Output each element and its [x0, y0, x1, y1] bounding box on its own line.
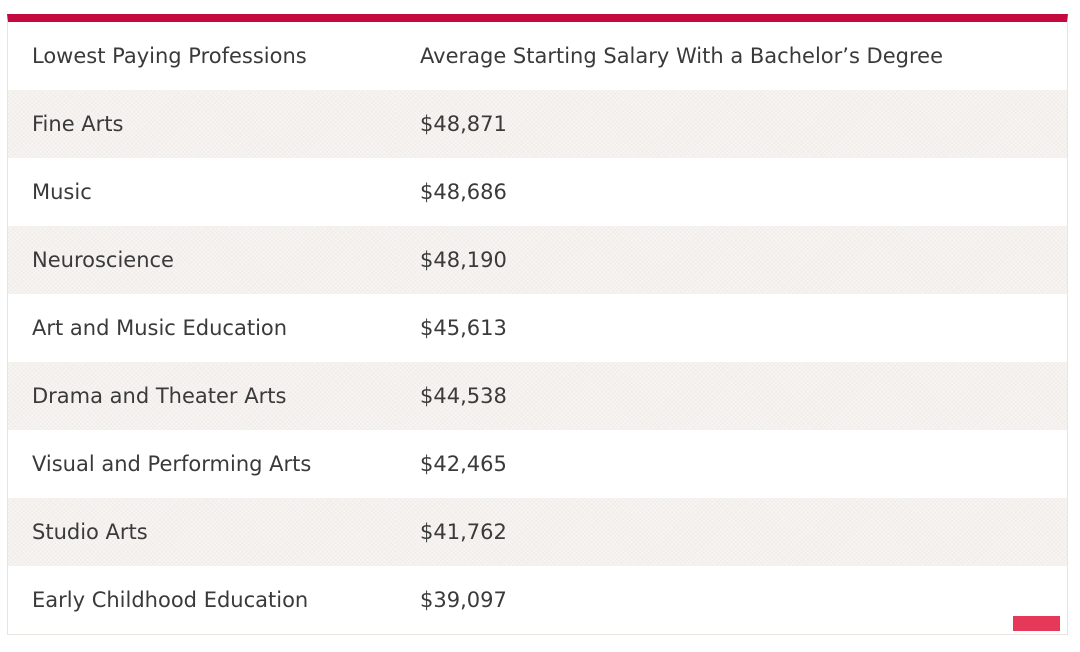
- table-row: [8, 226, 1067, 294]
- salary-cell: $45,613: [420, 316, 507, 340]
- column-header-profession: Lowest Paying Professions: [32, 44, 307, 68]
- scroll-to-top-button[interactable]: [1013, 616, 1060, 631]
- profession-cell: Drama and Theater Arts: [8, 362, 396, 430]
- profession-cell: Visual and Performing Arts: [32, 452, 312, 476]
- salary-cell: $44,538: [396, 362, 1067, 430]
- profession-cell: Neuroscience: [8, 226, 396, 294]
- profession-cell: Music: [32, 180, 92, 204]
- profession-cell: Studio Arts: [8, 498, 396, 566]
- table-row: [8, 566, 1067, 634]
- salary-cell: $48,686: [420, 180, 507, 204]
- table-row: [8, 498, 1067, 566]
- profession-cell: Early Childhood Education: [32, 588, 309, 612]
- profession-cell: Art and Music Education: [32, 316, 288, 340]
- salary-cell: $48,190: [396, 226, 1067, 294]
- salary-cell: $48,871: [396, 90, 1067, 158]
- table-row: [8, 158, 1067, 226]
- column-header-salary: Average Starting Salary With a Bachelor’s Degree: [420, 44, 943, 68]
- table-header-row: [8, 22, 1067, 90]
- salary-cell: $39,097: [420, 588, 507, 612]
- table-row: [8, 362, 1067, 430]
- table-row: [8, 430, 1067, 498]
- salary-cell: $42,465: [420, 452, 507, 476]
- profession-cell: Fine Arts: [8, 90, 396, 158]
- salary-table-container: [7, 14, 1068, 635]
- salary-cell: $41,762: [396, 498, 1067, 566]
- salary-table: [8, 22, 1067, 634]
- table-row: [8, 90, 1067, 158]
- table-row: [8, 294, 1067, 362]
